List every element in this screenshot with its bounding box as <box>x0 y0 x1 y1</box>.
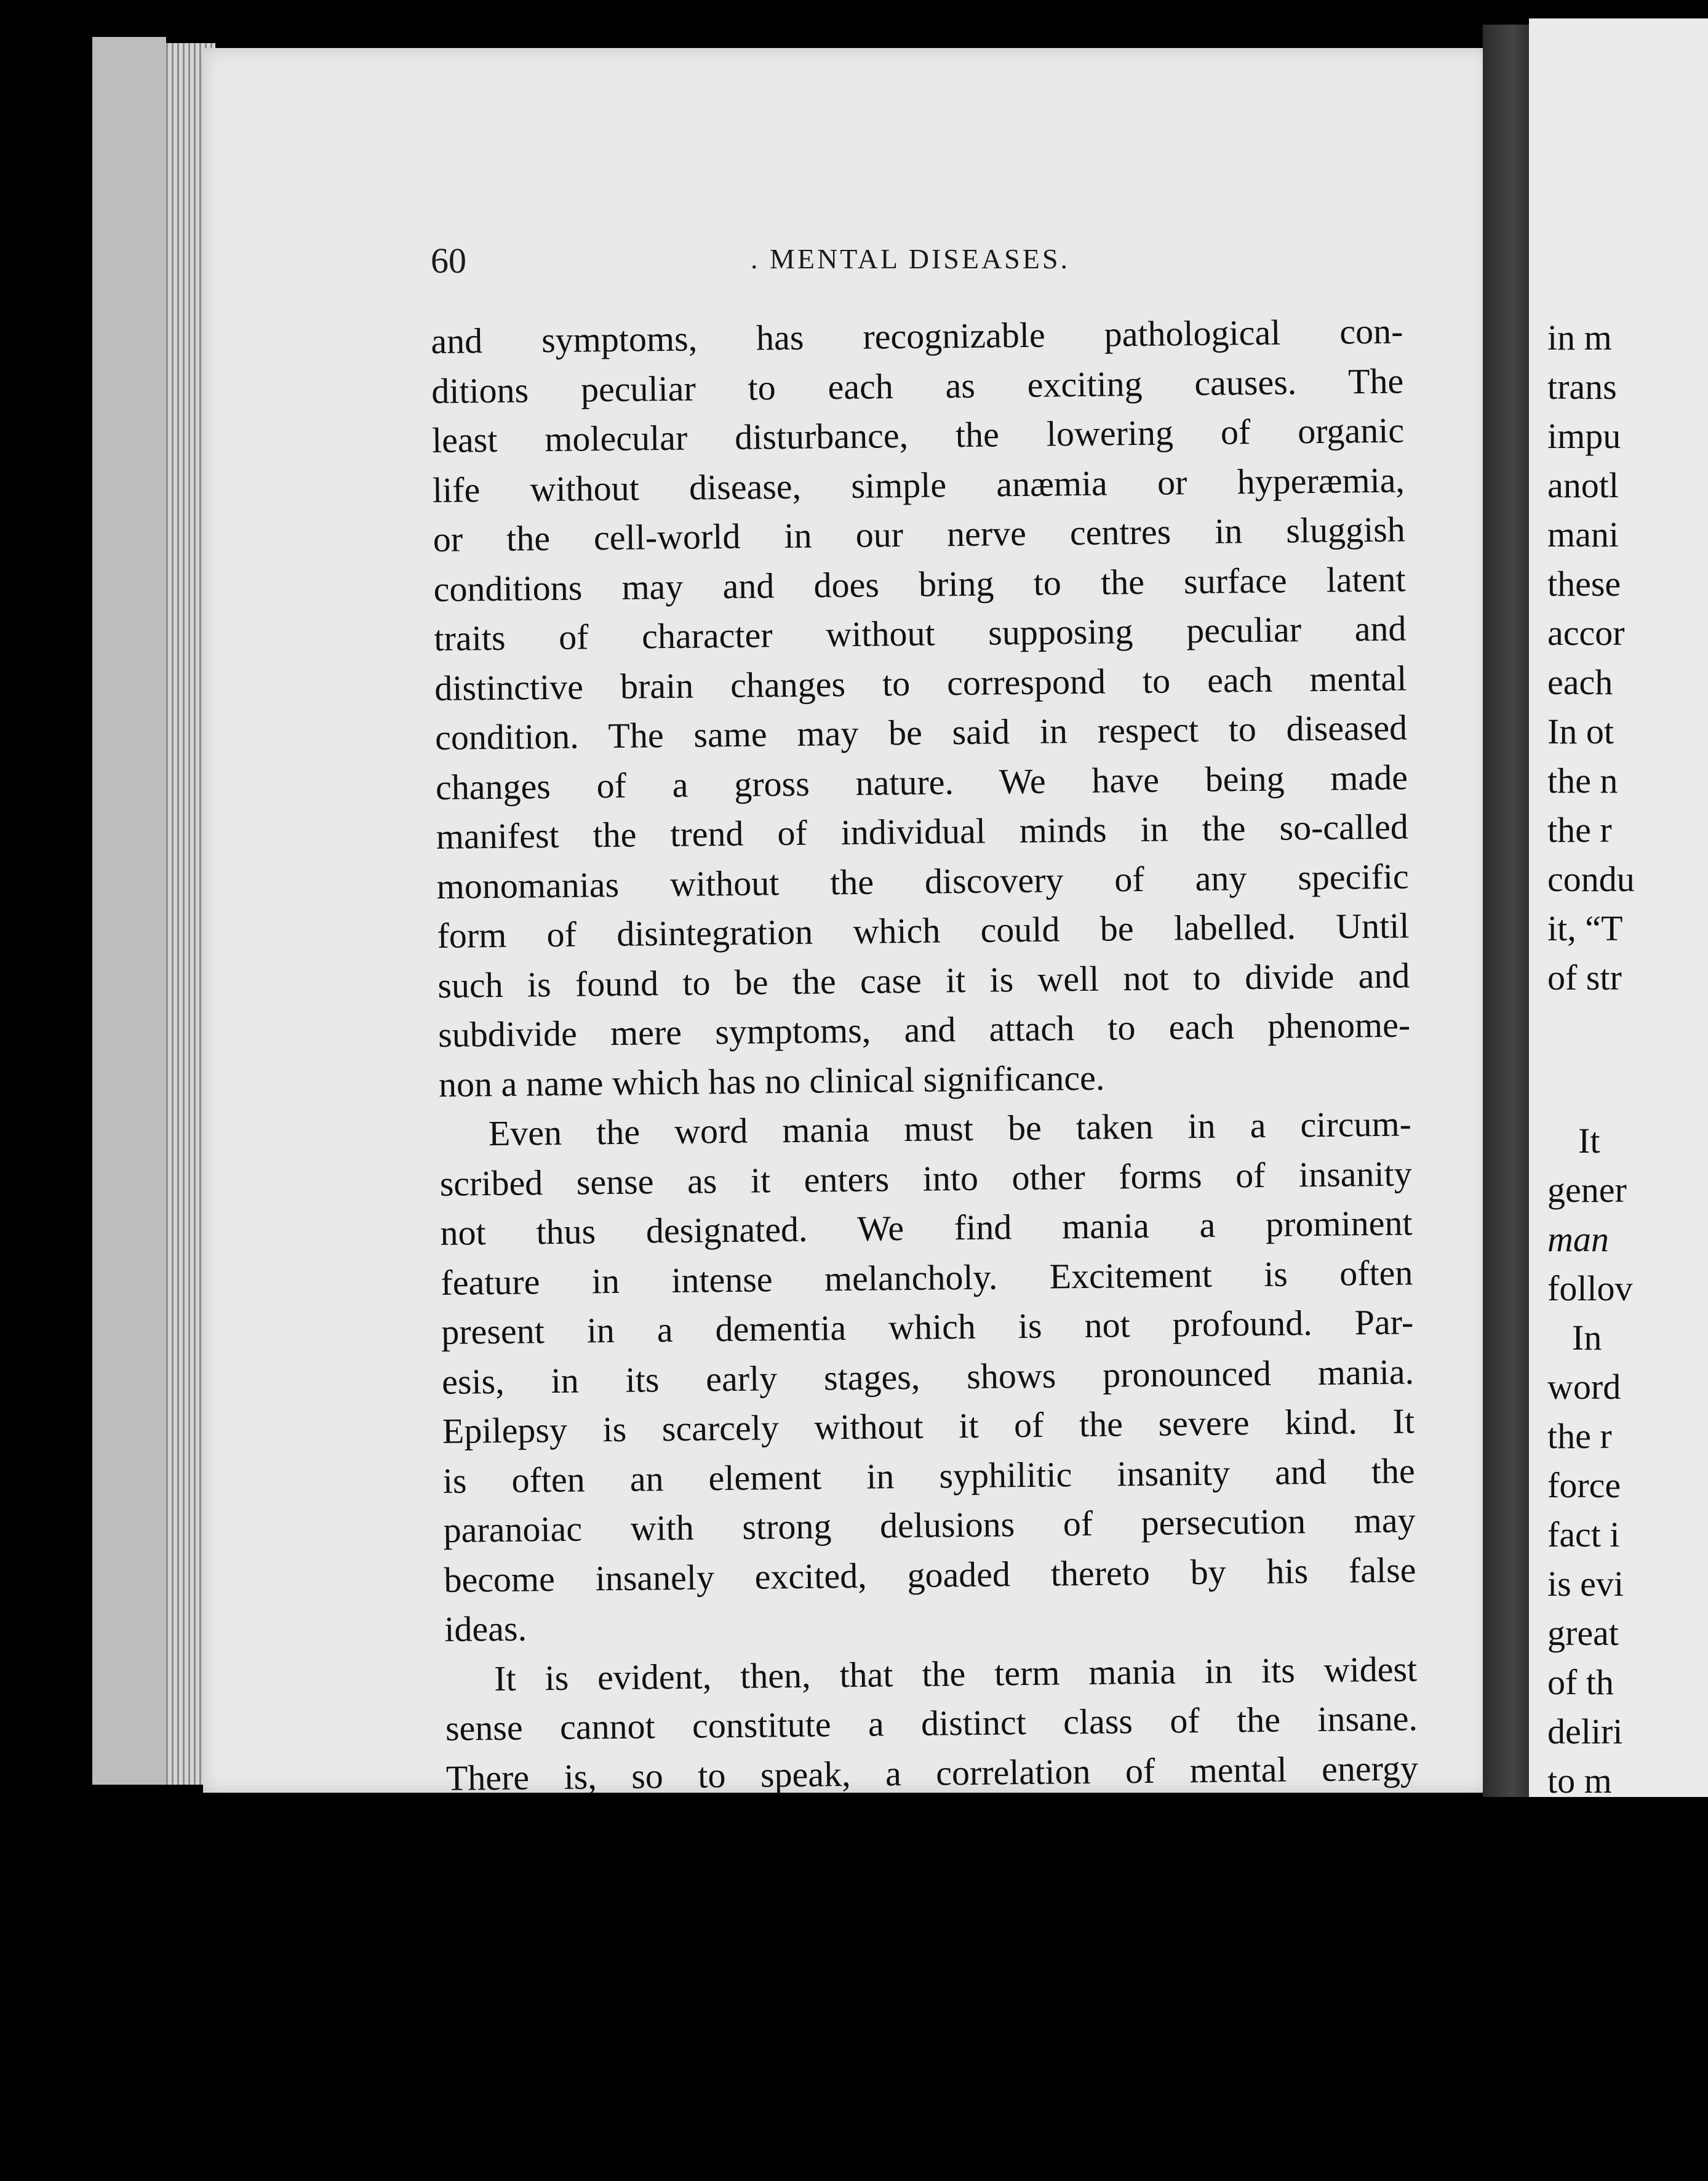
text-line: changes of a gross nature. We have being made <box>435 756 1408 807</box>
right-page-fragment: follov <box>1547 1268 1633 1308</box>
right-page-fragment: impu <box>1547 416 1621 456</box>
text-line: ditions peculiar to each as exciting causes. The <box>431 360 1404 411</box>
right-page-fragment: is evi <box>1547 1564 1624 1604</box>
right-page-fragment: of th <box>1547 1662 1614 1702</box>
text-line: and symptoms, has recognizable pathological con- <box>431 311 1403 361</box>
text-line: There is, so to speak, a correlation of mental energy <box>445 1747 1419 1798</box>
text-line: present in a dementia which is not profound. Par- <box>441 1302 1414 1352</box>
text-line: sense cannot constitute a distinct class of the insane. <box>445 1698 1418 1748</box>
text-line: become insanely excited, goaded thereto by his false <box>444 1549 1416 1600</box>
body-text <box>431 306 1418 1803</box>
text-line: ideas. <box>444 1608 527 1649</box>
right-page-fragment: word <box>1547 1367 1621 1407</box>
right-page-fragment: each <box>1547 662 1613 702</box>
right-page-fragment: man <box>1547 1219 1609 1259</box>
right-page-fragment: trans <box>1547 367 1617 407</box>
text-line: manifest the trend of individual minds in the so-called <box>436 806 1409 857</box>
text-line: non a name which has no clinical significance. <box>438 1057 1105 1105</box>
right-page-fragment: mani <box>1547 514 1619 554</box>
text-line: conditions may and does bring to the surface latent <box>433 558 1406 609</box>
text-line: such is found to be the case it is well not to divide and <box>437 954 1410 1006</box>
right-page-fragment: gener <box>1547 1170 1627 1210</box>
text-line: esis, in its early stages, shows pronounced mania. <box>441 1351 1415 1402</box>
right-page-fragment: It <box>1578 1121 1600 1161</box>
text-line: not thus designated. We find mania a prominent <box>440 1203 1413 1253</box>
text-line: Epilepsy is scarcely without it of the severe kind. It <box>442 1401 1415 1451</box>
right-page-fragment: it, “T <box>1547 908 1623 948</box>
text-line: is often an element in syphilitic insanity and the <box>442 1450 1416 1501</box>
text-line: It is evident, then, that the term mania in its widest <box>493 1648 1418 1699</box>
right-page-fragment: force <box>1547 1465 1621 1505</box>
text-line: scribed sense as it enters into other forms of insanity <box>439 1153 1412 1204</box>
right-page-fragment: the n <box>1547 761 1618 801</box>
right-page-fragment: condu <box>1547 859 1635 899</box>
right-page-fragment: the r <box>1547 1416 1612 1456</box>
page-number: 60 <box>431 241 466 281</box>
text-line: feature in intense melancholy. Excitement is often <box>441 1252 1413 1303</box>
text-line: distinctive brain changes to correspond to each mental <box>434 657 1407 708</box>
right-page-fragment: in m <box>1547 318 1612 358</box>
right-page-fragment: the r <box>1547 810 1612 850</box>
text-line: paranoiac with strong delusions of persecution may <box>443 1500 1416 1550</box>
text-line: life without disease, simple anæmia or hyperæmia, <box>432 459 1405 510</box>
right-page-fragment: these <box>1547 564 1621 604</box>
right-page-fragment: accor <box>1547 613 1625 653</box>
book-cover-edge <box>92 37 166 1785</box>
text-line: traits of character without supposing peculiar and <box>434 608 1407 658</box>
right-page-fragment: of str <box>1547 958 1622 998</box>
text-line: Even the word mania must be taken in a circum- <box>488 1103 1412 1154</box>
right-page-fragment: to m <box>1547 1761 1612 1797</box>
text-line: subdivide mere symptoms, and attach to each phenome- <box>437 1004 1411 1055</box>
text-line: condition. The same may be said in respect to diseased <box>434 707 1408 758</box>
right-page-fragment: deliri <box>1547 1711 1623 1751</box>
right-page-fragment: In <box>1572 1318 1602 1358</box>
text-line: form of disintegration which could be labelled. Until <box>437 905 1410 956</box>
text-line: least molecular disturbance, the lowering of organic <box>431 410 1405 460</box>
running-title: . MENTAL DISEASES. <box>751 243 1070 274</box>
right-page <box>1529 18 1708 1797</box>
page-header <box>431 240 1384 289</box>
right-page-fragment: fact i <box>1547 1515 1620 1555</box>
right-page-fragment: anotl <box>1547 465 1619 505</box>
text-line: or the cell-world in our nerve centres in sluggish <box>433 509 1406 559</box>
text-line: monomanias without the discovery of any specific <box>436 855 1409 906</box>
right-page-fragment: great <box>1547 1613 1619 1653</box>
right-page-fragment: In ot <box>1547 711 1614 751</box>
